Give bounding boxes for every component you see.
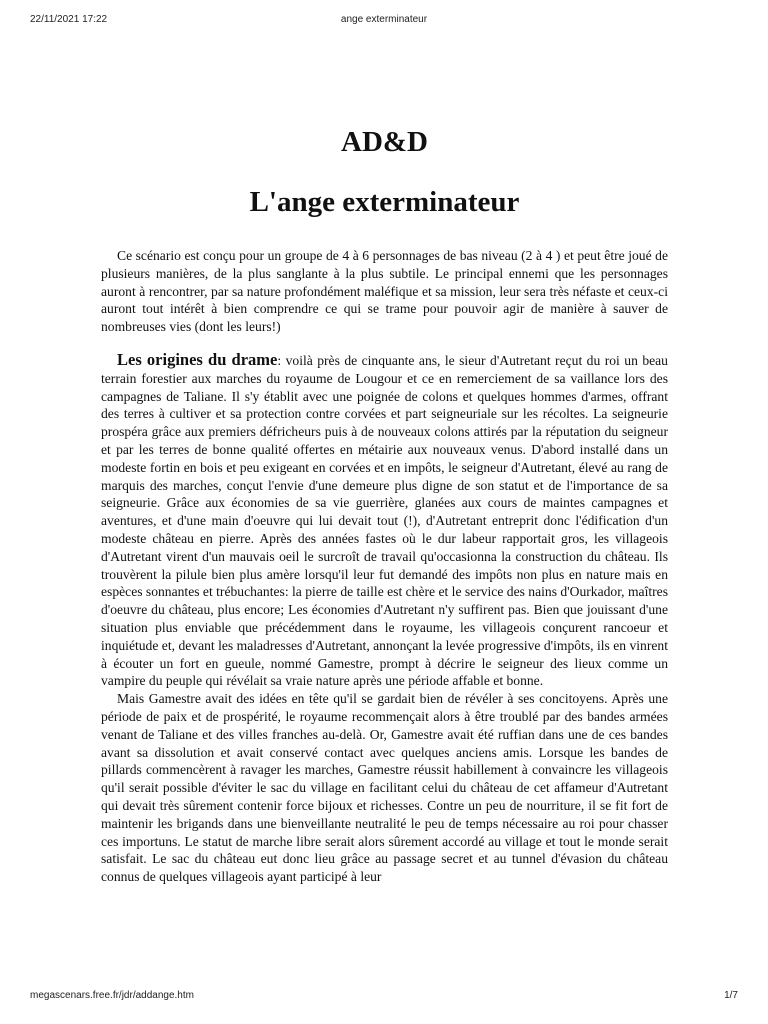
origins-text: : voilà près de cinquante ans, le sieur d'Autretant reçut du roi un beau terrain forestier aux marches du royaume de Lougour et ce en remerciement de sa vaillance lors des campagnes de Taliane. Il s'y établit avec une poignée de colons et quelques hommes d'armes, offrant des terres à cultiver et sa protection contre corvées et part seigneuriale sur les récoltes. La seigneurie prospéra grâce aux premiers défricheurs puis à de nouveaux colons attirés par la réputation du seigneur et par les terres de bonne qualité offertes en métairie aux nouveaux venus. D'abord installé dans un modeste fortin en bois et peu exigeant en corvées et en impôts, le seigneur d'Autretant, élevé au rang de marquis des marches, conçut l'envie d'une demeure plus digne de son statut et de l'importance de sa seigneurie. Grâce aux économies de sa vie guerrière, glanées aux cours de maintes campagnes et aventures, et d'une main d'oeuvre qui lui devait tout (!), d'Autretant entreprit donc l'édification d'un modeste château en pierre. Après des années fastes où le dur labeur rapportait gros, les villageois d'Autretant virent d'un mauvais oeil le surcroît de travail qu'occasionna la construction du château. Ils trouvèrent la pilule bien plus amère lorsqu'il leur fut demandé des impôts non plus en nature mais en espèces sonnantes et trébuchantes: la pierre de taille est chère et le service des nains d'Ourkador, maîtres d'oeuvre du château, plus encore; Les économies d'Autretant n'y suffirent pas. Bien que jouissant d'une situation plus enviable que précédemment dans le royaume, les villageois conçurent rancoeur et inquiétude et, devant les maladresses d'Autretant, annonçant la levée progressive d'impôts, ils en vinrent à écouter un fort en gueule, nommé Gamestre, prompt à décrire le seigneur des lieux comme un vampire du peuple qui révélait sa vraie nature après une période affable et bonne.: [101, 352, 668, 689]
gamestre-paragraph: Mais Gamestre avait des idées en tête qu'il se gardait bien de révéler à ses concitoyens. Après une période de paix et de prospérité, le royaume recommençait alors à être troublé par des bandes armées venant de Taliane et des villes franches au-delà. Or, Gamestre avait été ruffian dans une de ces bandes avant sa dissolution et avait conservé contact avec quelques anciens amis. Lorsque les bandes de pillards commencèrent à ravager les marches, Gamestre réussit habillement à convaincre les villageois qu'il serait possible d'éviter le sac du village en facilitant celui du château de cet affameur d'Autretant qui devait très sûrement contenir force bijoux et richesses. Contre un peu de nourriture, il se fit fort de maintenir les brigands dans une bienveillante neutralité le peu de temps nécessaire au roi pour chasser ces importuns. Le statut de marche libre serait alors sûrement accordé au village et tout le monde serait satisfait. Le sac du château eut donc lieu grâce au passage secret et au tunnel d'évasion du château connus de quelques villageois ayant participé à leur: [101, 691, 668, 885]
origins-heading: Les origines du drame: [117, 349, 278, 369]
print-page-title: ange exterminateur: [340, 14, 428, 25]
intro-paragraph: Ce scénario est conçu pour un groupe de 4 à 6 personnages de bas niveau (2 à 4 ) et peut être joué de plusieurs manières, de la plus sanglante à la plus subtile. Le principal ennemi que les personnages auront à rencontrer, par sa nature profondément maléfique et sa mission, leur sera très néfaste et ceux-ci auront tout intérêt à bien comprendre ce qui se trame pour pouvoir agir de manière à sauver de nombreuses vies (dont les leurs!): [101, 248, 668, 335]
document-title: AD&D: [341, 126, 428, 158]
origins-paragraph: [101, 351, 668, 690]
document-subtitle: L'ange exterminateur: [249, 186, 520, 218]
print-url: megascenars.free.fr/jdr/addange.htm: [30, 990, 194, 1001]
print-header: [30, 14, 738, 30]
page-number: 1/7: [724, 990, 738, 1001]
print-footer: [30, 990, 738, 1006]
print-date: 22/11/2021 17:22: [30, 14, 108, 25]
document-body: [101, 120, 668, 886]
